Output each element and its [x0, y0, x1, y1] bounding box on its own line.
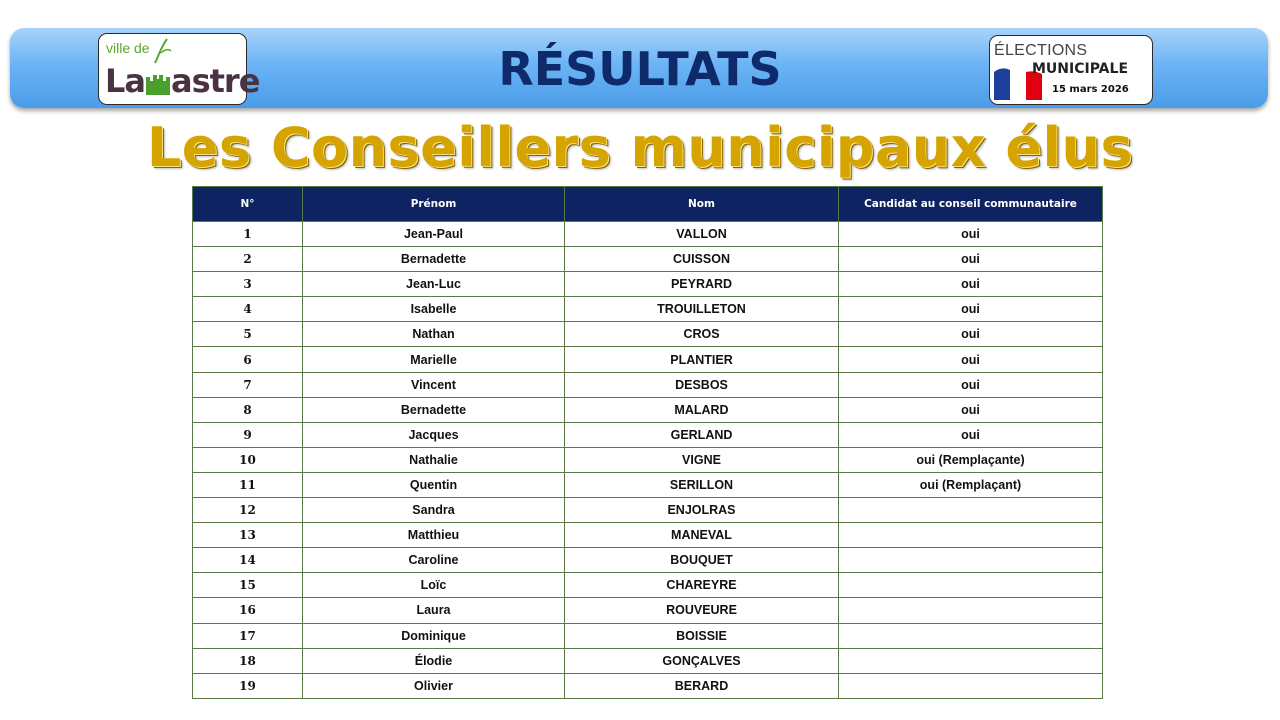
table-row — [193, 673, 1103, 698]
table-row — [193, 523, 1103, 548]
logo-wordmark — [105, 62, 259, 100]
elections-type: MUNICIPALE — [1032, 61, 1129, 77]
community-candidate-cell — [839, 573, 1103, 598]
last-name-cell: DESBOS — [565, 372, 839, 397]
row-number-cell: 4 — [193, 297, 303, 322]
community-candidate-cell: oui — [839, 222, 1103, 247]
last-name-cell: VIGNE — [565, 447, 839, 472]
table-row — [193, 372, 1103, 397]
first-name-cell: Caroline — [303, 548, 565, 573]
first-name-cell: Isabelle — [303, 297, 565, 322]
page-title: RÉSULTATS — [498, 42, 782, 96]
last-name-cell: SERILLON — [565, 472, 839, 497]
table-row — [193, 272, 1103, 297]
last-name-cell: BOISSIE — [565, 623, 839, 648]
section-heading: Les Conseillers municipaux élus — [146, 116, 1134, 179]
first-name-cell: Vincent — [303, 372, 565, 397]
row-number-cell: 7 — [193, 372, 303, 397]
row-number-cell: 3 — [193, 272, 303, 297]
first-name-cell: Jean-Luc — [303, 272, 565, 297]
community-candidate-cell — [839, 673, 1103, 698]
row-number-cell: 9 — [193, 422, 303, 447]
last-name-cell: VALLON — [565, 222, 839, 247]
first-name-cell: Nathan — [303, 322, 565, 347]
last-name-cell: TROUILLETON — [565, 297, 839, 322]
community-candidate-cell: oui (Remplaçante) — [839, 447, 1103, 472]
last-name-cell: ENJOLRAS — [565, 498, 839, 523]
last-name-cell: MANEVAL — [565, 523, 839, 548]
last-name-cell: BOUQUET — [565, 548, 839, 573]
row-number-cell: 14 — [193, 548, 303, 573]
row-number-cell: 5 — [193, 322, 303, 347]
castle-icon — [145, 69, 171, 95]
community-candidate-cell — [839, 523, 1103, 548]
last-name-cell: GONÇALVES — [565, 648, 839, 673]
last-name-cell: PEYRARD — [565, 272, 839, 297]
table-row — [193, 347, 1103, 372]
elections-badge — [989, 35, 1153, 105]
row-number-cell: 2 — [193, 247, 303, 272]
community-candidate-cell — [839, 598, 1103, 623]
community-candidate-cell — [839, 548, 1103, 573]
table-row — [193, 648, 1103, 673]
column-header-community-candidate: Candidat au conseil communautaire — [839, 187, 1103, 222]
table-row — [193, 623, 1103, 648]
community-candidate-cell: oui — [839, 422, 1103, 447]
community-candidate-cell: oui — [839, 397, 1103, 422]
first-name-cell: Élodie — [303, 648, 565, 673]
city-logo — [98, 33, 260, 105]
row-number-cell: 18 — [193, 648, 303, 673]
table-row — [193, 573, 1103, 598]
logo-wordmark-part1: La — [105, 62, 145, 100]
row-number-cell: 6 — [193, 347, 303, 372]
column-header-firstname: Prénom — [303, 187, 565, 222]
row-number-cell: 17 — [193, 623, 303, 648]
first-name-cell: Jacques — [303, 422, 565, 447]
first-name-cell: Loïc — [303, 573, 565, 598]
row-number-cell: 11 — [193, 472, 303, 497]
first-name-cell: Bernadette — [303, 247, 565, 272]
table-row — [193, 322, 1103, 347]
row-number-cell: 16 — [193, 598, 303, 623]
logo-wordmark-part2: astre — [170, 62, 260, 100]
table-row — [193, 222, 1103, 247]
community-candidate-cell — [839, 648, 1103, 673]
first-name-cell: Laura — [303, 598, 565, 623]
table-row — [193, 548, 1103, 573]
councillors-table — [192, 186, 1103, 699]
table-row — [193, 422, 1103, 447]
first-name-cell: Sandra — [303, 498, 565, 523]
column-header-lastname: Nom — [565, 187, 839, 222]
community-candidate-cell: oui — [839, 272, 1103, 297]
community-candidate-cell — [839, 498, 1103, 523]
community-candidate-cell — [839, 623, 1103, 648]
row-number-cell: 10 — [193, 447, 303, 472]
first-name-cell: Olivier — [303, 673, 565, 698]
community-candidate-cell: oui — [839, 297, 1103, 322]
community-candidate-cell: oui — [839, 247, 1103, 272]
first-name-cell: Jean-Paul — [303, 222, 565, 247]
table-row — [193, 397, 1103, 422]
first-name-cell: Bernadette — [303, 397, 565, 422]
community-candidate-cell: oui — [839, 372, 1103, 397]
community-candidate-cell: oui — [839, 322, 1103, 347]
last-name-cell: CHAREYRE — [565, 573, 839, 598]
first-name-cell: Quentin — [303, 472, 565, 497]
row-number-cell: 12 — [193, 498, 303, 523]
table-row — [193, 447, 1103, 472]
community-candidate-cell: oui — [839, 347, 1103, 372]
last-name-cell: ROUVEURE — [565, 598, 839, 623]
row-number-cell: 15 — [193, 573, 303, 598]
logo-subtitle: ville de — [106, 40, 150, 56]
last-name-cell: MALARD — [565, 397, 839, 422]
table-row — [193, 247, 1103, 272]
column-header-number: N° — [193, 187, 303, 222]
first-name-cell: Matthieu — [303, 523, 565, 548]
first-name-cell: Nathalie — [303, 447, 565, 472]
table-row — [193, 472, 1103, 497]
row-number-cell: 8 — [193, 397, 303, 422]
last-name-cell: CUISSON — [565, 247, 839, 272]
table-body — [193, 222, 1103, 699]
last-name-cell: BERARD — [565, 673, 839, 698]
table-header-row — [193, 187, 1103, 222]
table-row — [193, 598, 1103, 623]
elections-date: 15 mars 2026 — [1052, 84, 1129, 95]
first-name-cell: Marielle — [303, 347, 565, 372]
first-name-cell: Dominique — [303, 623, 565, 648]
row-number-cell: 19 — [193, 673, 303, 698]
leaf-icon — [151, 37, 173, 65]
last-name-cell: PLANTIER — [565, 347, 839, 372]
row-number-cell: 13 — [193, 523, 303, 548]
table-row — [193, 498, 1103, 523]
community-candidate-cell: oui (Remplaçant) — [839, 472, 1103, 497]
elections-label: ÉLECTIONS — [994, 42, 1088, 59]
table-row — [193, 297, 1103, 322]
last-name-cell: CROS — [565, 322, 839, 347]
row-number-cell: 1 — [193, 222, 303, 247]
last-name-cell: GERLAND — [565, 422, 839, 447]
